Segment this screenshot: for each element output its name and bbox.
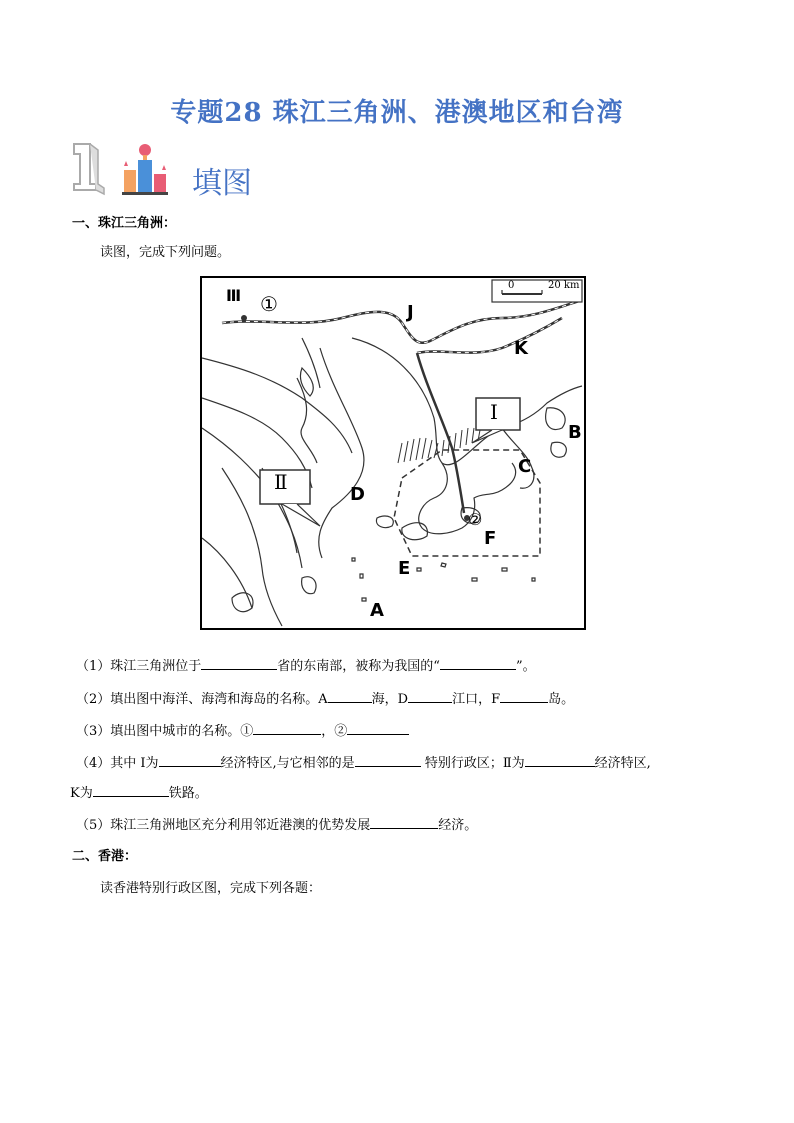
q1-text-b: 省的东南部，被称为我国的“ bbox=[277, 659, 440, 674]
q2-text-c: 江口，F bbox=[452, 692, 501, 707]
q2-text-a: （2）填出图中海洋、海湾和海岛的名称。A bbox=[76, 692, 328, 707]
q2-blank-3[interactable] bbox=[500, 690, 548, 703]
page-title: 专题28 珠江三角洲、港澳地区和台湾 bbox=[170, 98, 624, 128]
q5-blank-1[interactable] bbox=[370, 816, 438, 829]
q3-text-a: （3）填出图中城市的名称。① bbox=[76, 724, 254, 739]
question-4 bbox=[76, 752, 651, 771]
q4-text-a: （4）其中 Ⅰ为 bbox=[76, 756, 159, 771]
q5-text-b: 经济。 bbox=[438, 818, 478, 833]
pearl-river-delta-map bbox=[200, 276, 586, 630]
label-J: J bbox=[407, 302, 414, 323]
q4-text-b: 经济特区,与它相邻的是 bbox=[220, 756, 355, 771]
part2-instruction: 读香港特别行政区图，完成下列各题： bbox=[100, 881, 322, 896]
label-circle-1: ① bbox=[260, 292, 278, 316]
question-1 bbox=[76, 655, 536, 674]
q1-text-c: ”。 bbox=[515, 659, 536, 674]
label-C: C bbox=[518, 456, 532, 477]
section-title: 填图 bbox=[192, 166, 252, 201]
q5-text-a: （5）珠江三角洲地区充分利用邻近港澳的优势发展 bbox=[76, 818, 371, 833]
q3-blank-2[interactable] bbox=[347, 722, 409, 735]
label-E: E bbox=[398, 558, 411, 579]
q3-text-b: ，② bbox=[321, 724, 348, 739]
part1-instruction: 读图，完成下列问题。 bbox=[100, 245, 231, 260]
label-D: D bbox=[350, 484, 365, 505]
label-K: K bbox=[514, 338, 528, 359]
q2-blank-2[interactable] bbox=[408, 690, 452, 703]
q3-blank-1[interactable] bbox=[253, 722, 321, 735]
part1-heading: 一、珠江三角洲： bbox=[72, 216, 177, 231]
q4-text-c: 特别行政区；Ⅱ为 bbox=[420, 756, 525, 771]
q4-text-f: 铁路。 bbox=[168, 786, 208, 801]
section-header bbox=[72, 140, 182, 200]
q4-blank-2[interactable] bbox=[355, 754, 421, 767]
scale-zero: 0 bbox=[508, 280, 515, 291]
q1-blank-1[interactable] bbox=[201, 657, 277, 670]
q4-blank-3[interactable] bbox=[525, 754, 595, 767]
part2-heading: 二、香港： bbox=[72, 849, 138, 864]
label-B: B bbox=[568, 422, 582, 443]
q4-text-e: K为 bbox=[70, 786, 93, 801]
q2-blank-1[interactable] bbox=[328, 690, 372, 703]
label-circle-2: ② bbox=[468, 510, 483, 529]
label-III: Ⅲ bbox=[226, 286, 242, 305]
trophy-chart-icon bbox=[72, 140, 182, 196]
q4-text-d: 经济特区, bbox=[594, 756, 651, 771]
question-2 bbox=[76, 688, 574, 707]
question-5 bbox=[76, 814, 477, 833]
q4-blank-1[interactable] bbox=[159, 754, 221, 767]
scale-end: 20 km bbox=[548, 280, 580, 291]
label-A: A bbox=[370, 600, 384, 621]
label-I: Ⅰ bbox=[490, 400, 498, 424]
map-drawing bbox=[202, 278, 584, 628]
q1-blank-2[interactable] bbox=[440, 657, 516, 670]
question-4-cont bbox=[70, 782, 208, 801]
q1-text-a: （1）珠江三角洲位于 bbox=[76, 659, 202, 674]
q4-blank-4[interactable] bbox=[93, 784, 169, 797]
q2-text-b: 海，D bbox=[371, 692, 409, 707]
label-II: Ⅱ bbox=[274, 470, 288, 494]
q2-text-d: 岛。 bbox=[548, 692, 575, 707]
label-F: F bbox=[484, 528, 497, 549]
question-3 bbox=[76, 720, 409, 739]
